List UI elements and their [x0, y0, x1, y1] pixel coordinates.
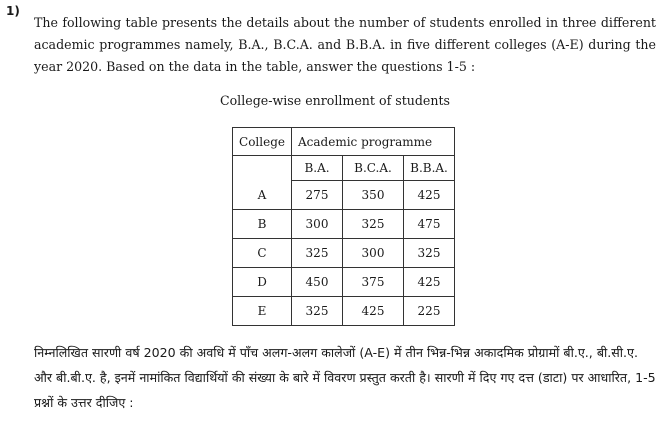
table-subheader-row	[233, 156, 455, 181]
header-programme-ba: B.A.	[292, 156, 343, 181]
table-cell: 375	[343, 268, 404, 297]
table-row	[233, 239, 455, 268]
table-cell: 425	[343, 297, 404, 326]
intro-english-paragraph: The following table presents the details about the number of students enrolled in three different academic programmes namely, B.A., B.C.A. and B.B.A. in five different colleges (A-E) during the year 2020. Based on the data in the table, answer the questions 1-5 :	[34, 15, 656, 74]
row-college-label: B	[233, 210, 292, 239]
enrollment-table	[232, 127, 455, 326]
table-cell: 300	[343, 239, 404, 268]
table-caption: College-wise enrollment of students	[219, 93, 451, 108]
header-college: College	[233, 128, 292, 156]
table-row	[233, 210, 455, 239]
table-cell: 450	[292, 268, 343, 297]
table-cell: 325	[343, 210, 404, 239]
table-cell: 225	[404, 297, 455, 326]
table-cell: 350	[343, 181, 404, 210]
table-cell: 425	[404, 181, 455, 210]
header-programme-bca: B.C.A.	[343, 156, 404, 181]
header-programme-bba: B.B.A.	[404, 156, 455, 181]
table-cell: 325	[404, 239, 455, 268]
table-row	[233, 181, 455, 210]
table-cell: 325	[292, 297, 343, 326]
row-college-label: C	[233, 239, 292, 268]
table-cell: 425	[404, 268, 455, 297]
table-cell: 475	[404, 210, 455, 239]
table-cell: 275	[292, 181, 343, 210]
question-number: 1)	[6, 4, 20, 18]
table-cell: 325	[292, 239, 343, 268]
header-college-spacer	[233, 156, 292, 181]
row-college-label: A	[233, 181, 292, 210]
table-header-row	[233, 128, 455, 156]
row-college-label: D	[233, 268, 292, 297]
table-row	[233, 297, 455, 326]
header-academic-programme: Academic programme	[292, 128, 455, 156]
table-cell: 300	[292, 210, 343, 239]
table-row	[233, 268, 455, 297]
row-college-label: E	[233, 297, 292, 326]
intro-hindi-paragraph: निम्नलिखित सारणी वर्ष 2020 की अवधि में पाँच अलग-अलग कालेजों (A-E) में तीन भिन्न-भिन्न अकादमिक प्रोग्रामों बी.ए., बी.सी.ए. और बी.बी.ए. है, इनमें नामांकित विद्यार्थियों की संख्या के बारे में विवरण प्रस्तुत करती है। सारणी में दिए गए दत्त (डाटा) पर आधारित, 1-5 प्रश्नों के उत्तर दीजिए :	[34, 345, 656, 410]
